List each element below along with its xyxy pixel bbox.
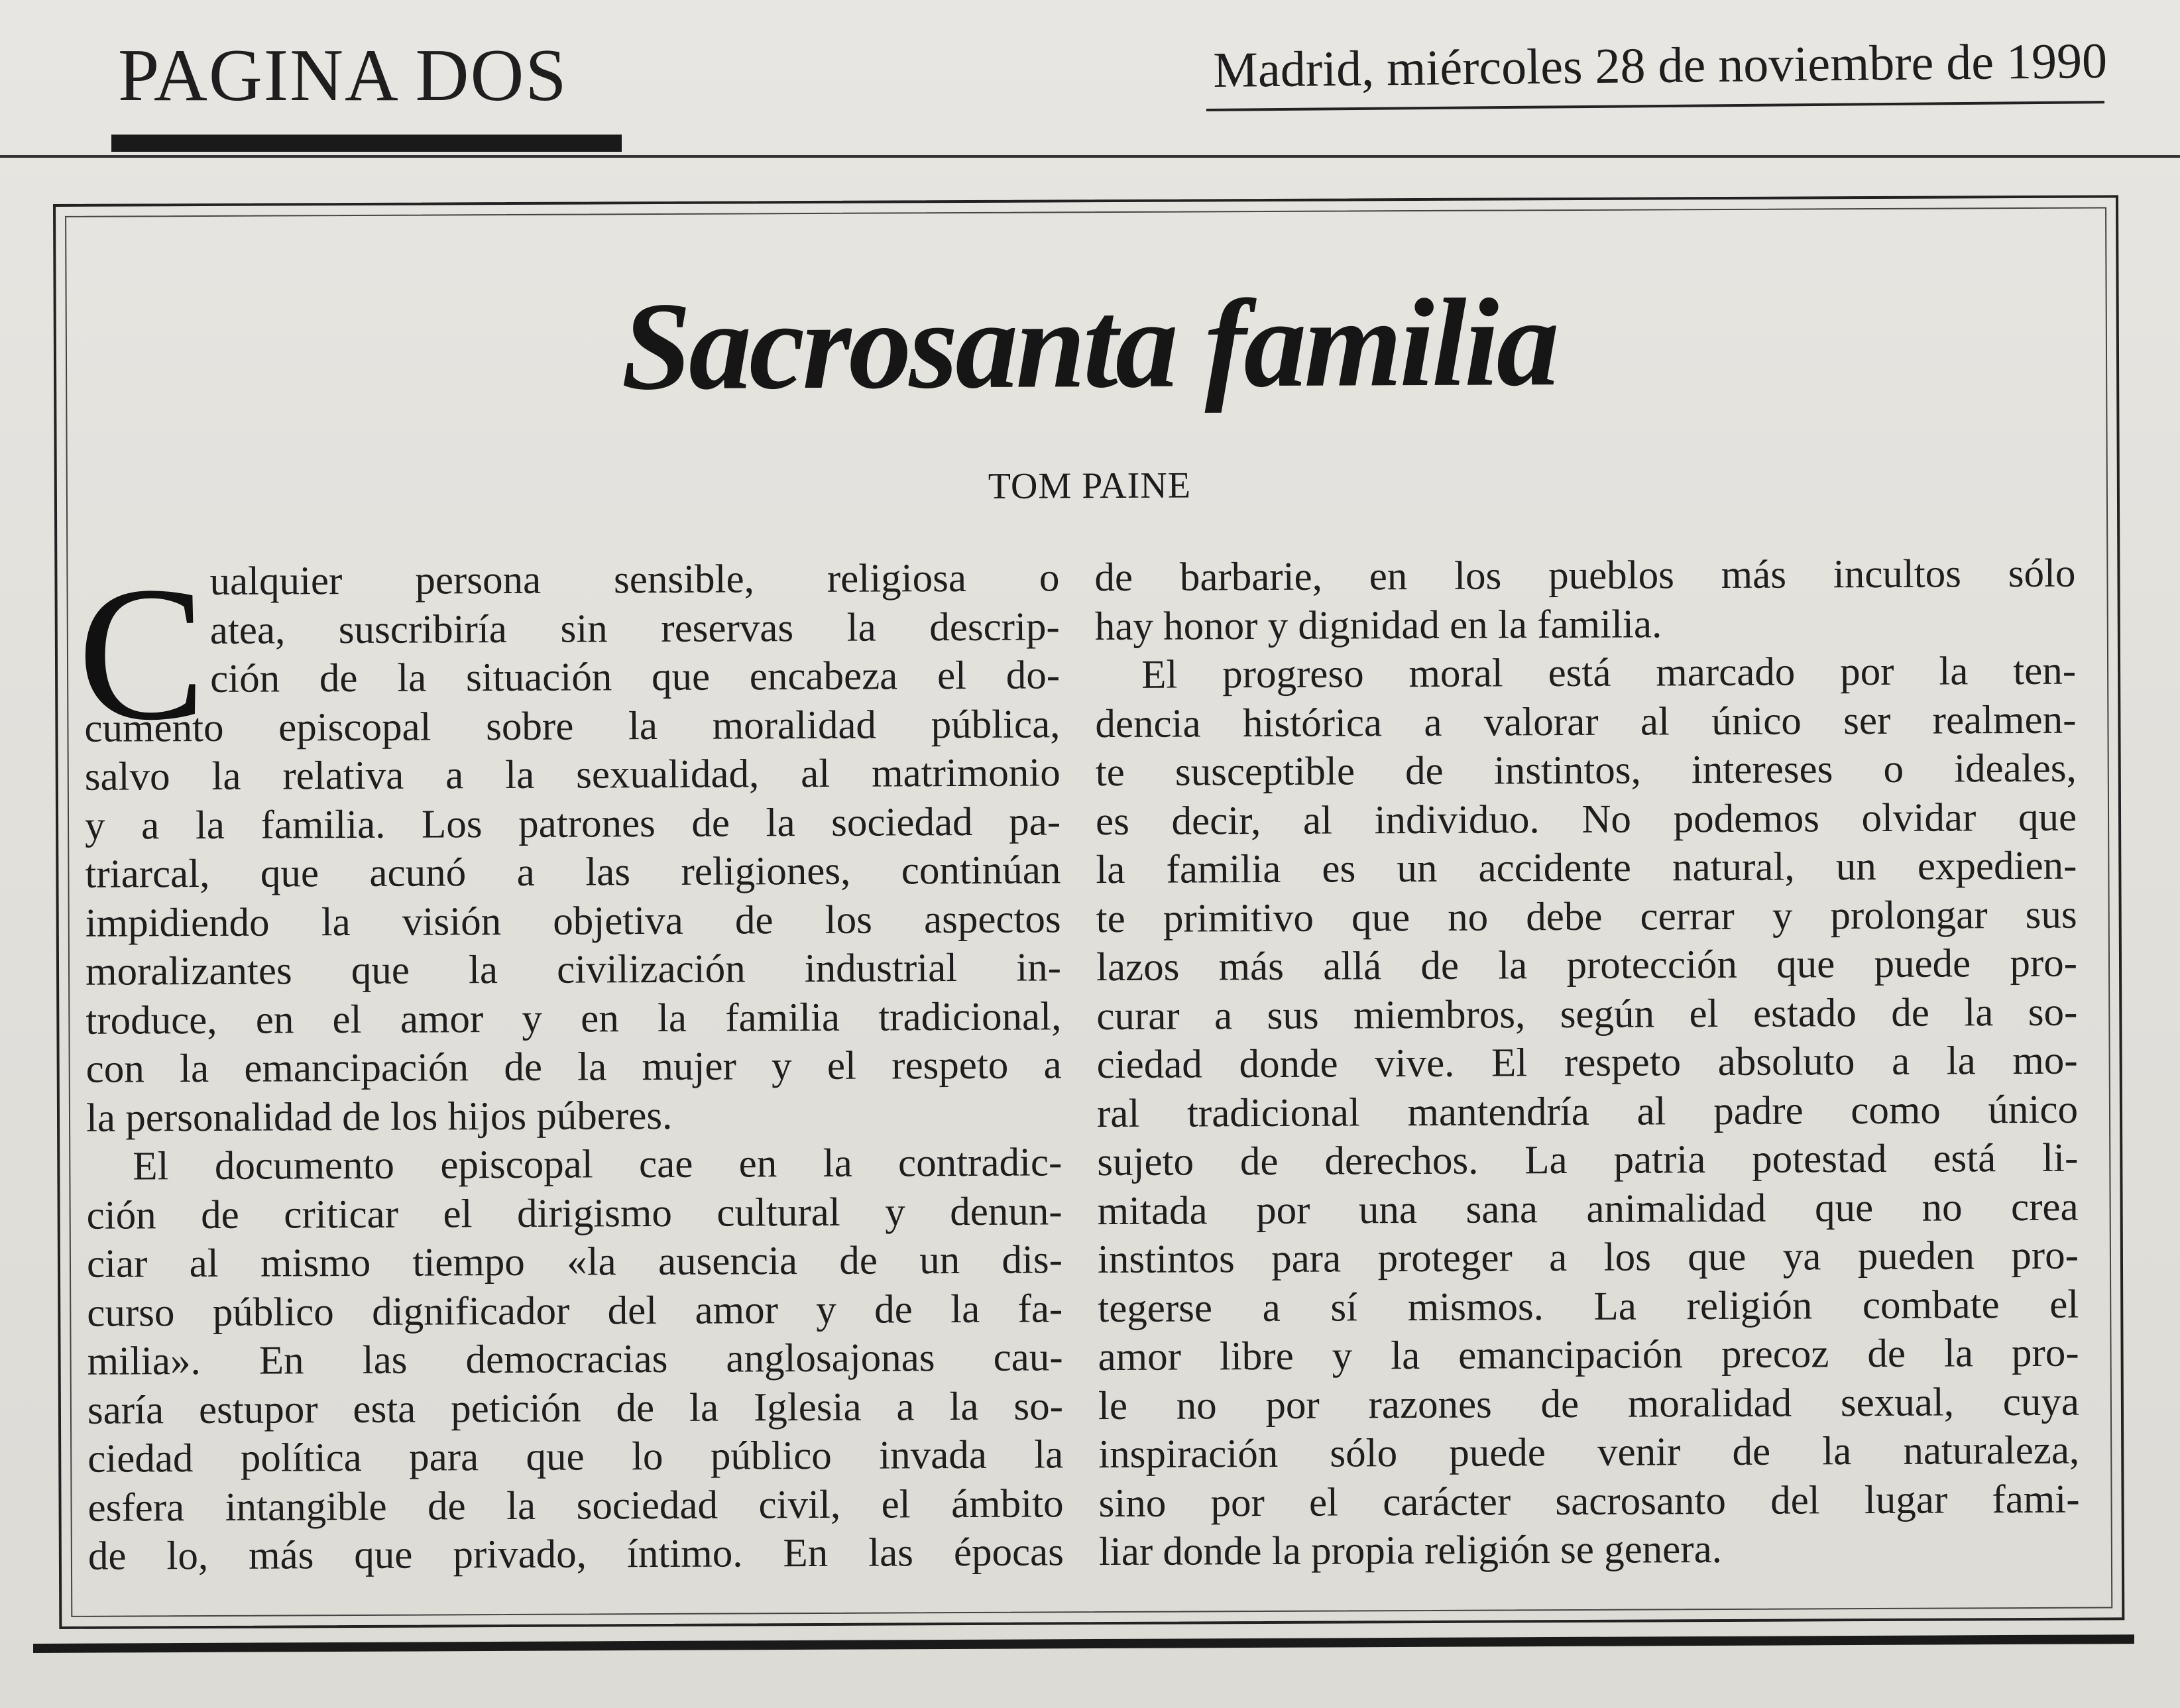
text-line: esfera intangible de la sociedad civil, el ámbito xyxy=(87,1481,1064,1530)
text-line: saría estupor esta petición de la Iglesia a la so- xyxy=(87,1383,1064,1433)
text-line: sujeto de derechos. La patria potestad está li- xyxy=(1097,1135,2079,1185)
text-line: te susceptible de instintos, intereses o ideales, xyxy=(1095,746,2077,795)
dateline: Madrid, miércoles 28 de noviembre de 1990 xyxy=(1212,32,2108,98)
text-line: triarcal, que acunó a las religiones, continúan xyxy=(85,848,1061,897)
text-line: te primitivo que no debe cerrar y prolongar sus xyxy=(1096,892,2077,941)
text-line: inspiración sólo puede venir de la naturaleza, xyxy=(1098,1428,2080,1477)
dateline-rule xyxy=(1206,101,2104,111)
text-line: la familia es un accidente natural, un expedien- xyxy=(1096,843,2077,893)
text-line: cumento episcopal sobre la moralidad pública, xyxy=(84,701,1061,751)
text-line: impidiendo la visión objetiva de los aspectos xyxy=(85,896,1061,946)
text-line: ción de criticar el dirigismo cultural y denun- xyxy=(86,1188,1062,1238)
text-line: atea, suscribiría sin reservas la descrip- xyxy=(209,604,1060,653)
text-line: curso público dignificador del amor y de la fa- xyxy=(87,1286,1063,1336)
text-line: tegerse a sí mismos. La religión combate el xyxy=(1098,1282,2079,1331)
text-line: amor libre y la emancipación precoz de la pro- xyxy=(1098,1330,2079,1380)
section-title-underline xyxy=(111,135,622,152)
article-box xyxy=(53,195,2124,1629)
text-line: moralizantes que la civilización industrial in- xyxy=(85,945,1062,994)
article-headline: Sacrosanta familia xyxy=(620,273,1558,417)
text-line: troduce, en el amor y en la familia tradicional, xyxy=(86,994,1062,1043)
text-line: ciedad donde vive. El respeto absoluto a la mo- xyxy=(1096,1038,2078,1088)
text-line: ualquier persona sensible, religiosa o xyxy=(209,555,1060,604)
text-line: es decir, al individuo. No podemos olvidar que xyxy=(1095,795,2077,844)
text-line: ción de la situación que encabeza el do- xyxy=(209,653,1061,701)
text-line: ral tradicional mantendría al padre como único xyxy=(1096,1087,2079,1136)
text-line: El progreso moral está marcado por la ten- xyxy=(1141,648,2077,697)
article-column-left xyxy=(77,547,1064,1581)
drop-cap: C xyxy=(77,547,207,760)
text-line: lazos más allá de la protección que puede pro- xyxy=(1096,940,2078,990)
text-line: curar a sus miembros, según el estado de la so- xyxy=(1096,990,2078,1039)
text-line: mitada por una sana animalidad que no crea xyxy=(1097,1184,2079,1233)
text-line: de barbarie, en los pueblos más incultos sólo xyxy=(1094,551,2076,600)
text-line: ciar al mismo tiempo «la ausencia de un dis- xyxy=(86,1237,1063,1286)
text-line: con la emancipación de la mujer y el respeto a xyxy=(86,1043,1062,1092)
text-line: ciedad política para que lo público invada la xyxy=(87,1432,1064,1481)
text-line: de lo, más que privado, íntimo. En las épocas xyxy=(87,1530,1064,1579)
text-line: El documento episcopal cae en la contradic- xyxy=(133,1140,1062,1189)
text-line: milia». En las democracias anglosajonas cau- xyxy=(87,1335,1063,1384)
text-line: dencia histórica a valorar al único ser realmen- xyxy=(1095,697,2077,746)
section-title: PAGINA DOS xyxy=(118,34,568,117)
text-line: le no por razones de moralidad sexual, cuya xyxy=(1098,1379,2080,1428)
text-line: sino por el carácter sacrosanto del lugar fami- xyxy=(1098,1477,2080,1526)
header-rule xyxy=(0,155,2180,158)
article-byline: TOM PAINE xyxy=(988,465,1192,507)
text-line: la personalidad de los hijos púberes. xyxy=(86,1093,673,1141)
text-line: salvo la relativa a la sexualidad, al matrimonio xyxy=(84,750,1061,799)
text-line: instintos para proteger a los que ya pueden pro- xyxy=(1097,1233,2079,1282)
text-line: y a la familia. Los patrones de la sociedad pa- xyxy=(84,799,1061,848)
article-column-right xyxy=(1094,549,2080,1577)
bottom-rule xyxy=(33,1634,2134,1653)
text-line: liar donde la propia religión se genera. xyxy=(1098,1527,1723,1575)
text-line: hay honor y dignidad en la familia. xyxy=(1094,601,1662,649)
